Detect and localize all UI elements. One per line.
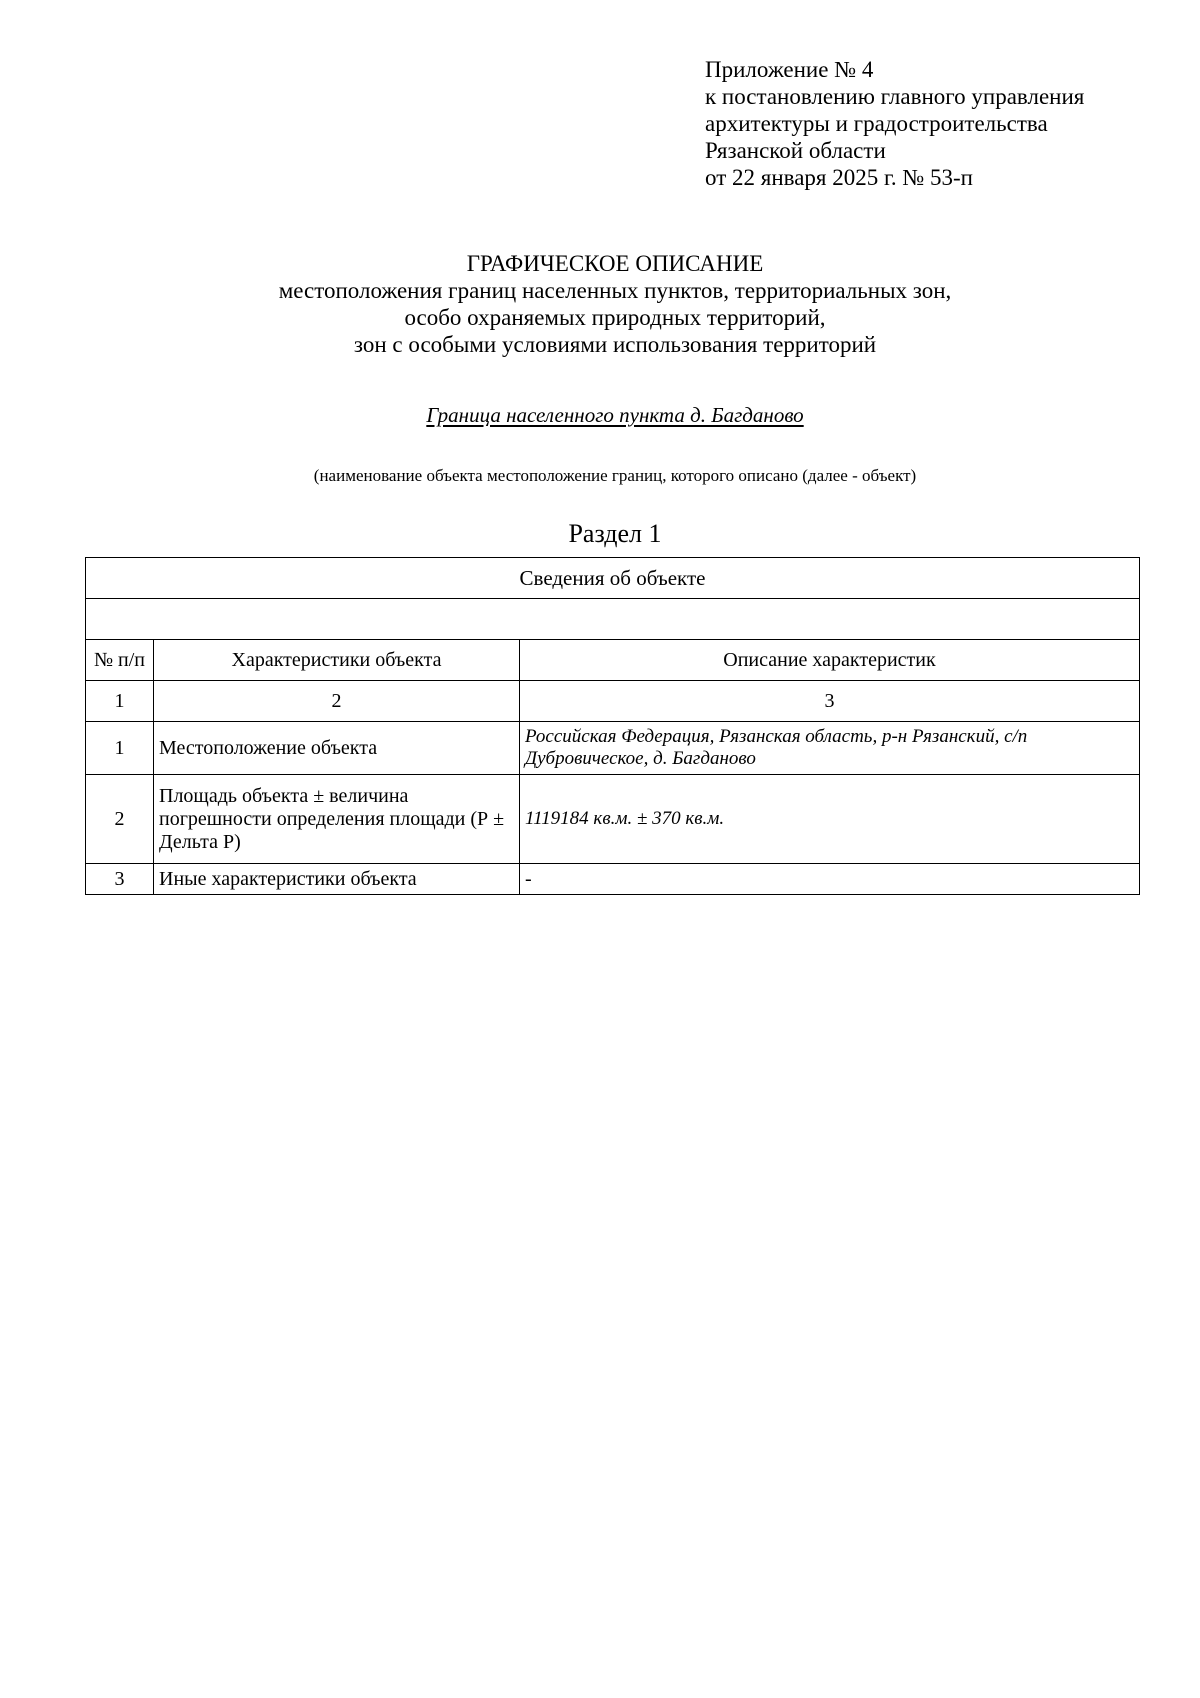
title-line: особо охраняемых природных территорий, [404,305,826,330]
row-description: 1119184 кв.м. ± 370 кв.м. [520,775,1140,864]
row-description: Российская Федерация, Рязанская область, р-н Рязанский, с/п Дубровическое, д. Багданово [520,722,1140,775]
table-column-numbers-row [86,681,1140,722]
row-characteristic: Местоположение объекта [154,722,520,775]
appendix-line: от 22 января 2025 г. № 53-п [705,165,973,190]
document-title [80,250,1150,358]
table-header-row [86,558,1140,599]
table-columns-row [86,640,1140,681]
row-description: - [520,864,1140,895]
row-number: 2 [86,775,154,864]
object-name [80,402,1150,428]
row-number: 1 [86,722,154,775]
column-header-characteristic: Характеристики объекта [154,640,520,681]
table-header: Сведения об объекте [86,558,1140,599]
object-caption: (наименование объекта местоположение границ, которого описано (далее - объект) [313,466,917,485]
row-characteristic: Иные характеристики объекта [154,864,520,895]
column-number: 1 [86,681,154,722]
table-row [86,722,1140,775]
table-row [86,775,1140,864]
table-blank-cell [86,599,1140,640]
title-line: зон с особыми условиями использования территорий [353,332,877,357]
table-blank-row [86,599,1140,640]
appendix-line: к постановлению главного управления [705,84,1085,109]
section-title: Раздел 1 [568,519,662,548]
table-row [86,864,1140,895]
column-header-num: № п/п [86,640,154,681]
column-header-description: Описание характеристик [520,640,1140,681]
appendix-block [705,56,1165,191]
object-name-text: Граница населенного пункта д. Багданово [426,403,804,427]
appendix-line: Рязанской области [705,138,886,163]
appendix-line: архитектуры и градостроительства [705,111,1048,136]
appendix-line: Приложение № 4 [705,57,874,82]
column-number: 3 [520,681,1140,722]
column-number: 2 [154,681,520,722]
row-number: 3 [86,864,154,895]
title-heading: ГРАФИЧЕСКОЕ ОПИСАНИЕ [466,251,764,276]
object-info-table [85,557,1140,895]
title-line: местоположения границ населенных пунктов, территориальных зон, [278,278,952,303]
row-characteristic: Площадь объекта ± величина погрешности определения площади (Р ± Дельта Р) [154,775,520,864]
